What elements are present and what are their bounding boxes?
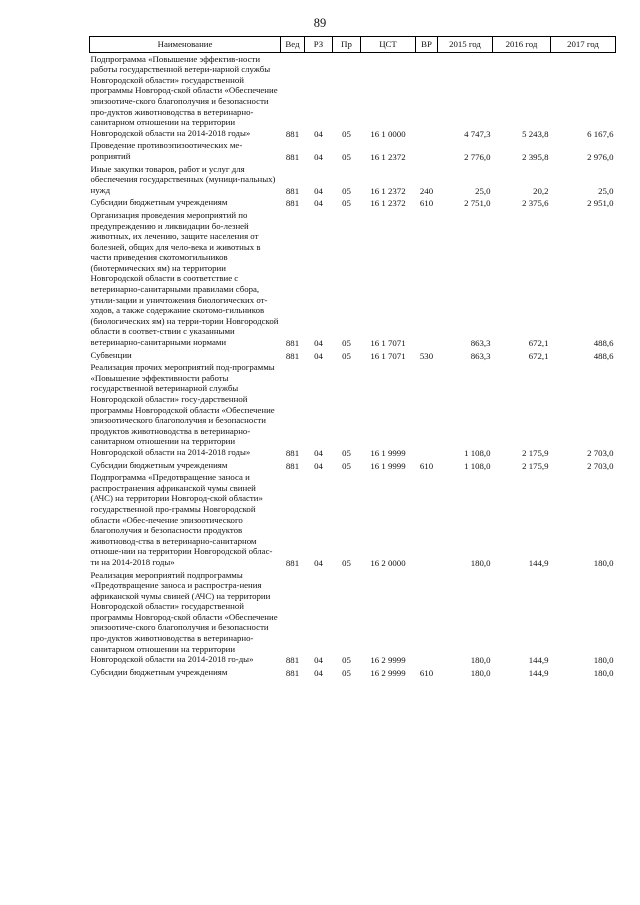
row-2017: 180,0: [593, 557, 614, 568]
row-2016: 2 375,6: [522, 198, 549, 209]
row-2017: 180,0: [593, 667, 614, 678]
row-name: Организация проведения мероприятий по предупреждению и ликвидации бо-лезней животных, их лечению, защите населения от болезней, общих для чело-века и животных в части приведения скотомогильников (биотермических ям) на территории Новгородской области в соответствие с ветеринарно-санитарными правилами сбора, утили-зации и уничтожения биологических от-ходов, а также содержание скотомо-гильников (биологических ям) на терри-тории Новгородской области в соответ-ствии с указанными ветеринарно-санитарными нормами: [90, 209, 279, 348]
row-2017: 2 703,0: [587, 447, 614, 458]
row-cst: 16 1 2372: [370, 185, 406, 196]
row-ved: 881: [285, 447, 300, 458]
row-ved: 881: [285, 151, 300, 162]
row-rz: 04: [314, 655, 323, 666]
row-pr: 05: [342, 460, 351, 471]
header-2016: 2016 год: [493, 37, 551, 53]
row-2016: 144,9: [528, 667, 549, 678]
row-2016: 2 395,8: [522, 151, 549, 162]
row-pr: 05: [342, 338, 351, 349]
row-2016: 144,9: [528, 655, 549, 666]
row-2017: 25,0: [598, 185, 614, 196]
row-2015: 180,0: [470, 667, 491, 678]
row-vr: 530: [419, 350, 434, 361]
row-cst: 16 1 2372: [370, 151, 406, 162]
row-2015: 2 751,0: [464, 198, 491, 209]
table-row: [90, 163, 616, 197]
table-row: [90, 209, 616, 349]
row-name: Подпрограмма «Повышение эффектив-ности работы государственной ветери-нарной службы Новгородской области» государственной программы Новгород-ской области «Обеспечение эпизоотиче-ского благополучия и безопасности про-дуктов животноводства в ветеринарно-санитарном отношении на территории Новгородской области на 2014-2018 годы»: [90, 53, 278, 138]
row-cst: 16 1 7071: [370, 338, 406, 349]
row-2016: 2 175,9: [522, 447, 549, 458]
table-row: [90, 471, 616, 568]
row-name: Проведение противоэпизоотических ме-роприятий: [90, 140, 243, 161]
row-name: Субсидии бюджетным учреждениям: [90, 666, 228, 677]
header-vr: ВР: [416, 37, 438, 53]
row-ved: 881: [285, 557, 300, 568]
row-rz: 04: [314, 198, 323, 209]
header-rz: РЗ: [305, 37, 333, 53]
row-name: Иные закупки товаров, работ и услуг для обеспечения государственных (муници-пальных) нужд: [90, 163, 276, 195]
table-row: [90, 52, 616, 139]
row-2015: 863,3: [470, 338, 491, 349]
row-rz: 04: [314, 128, 323, 139]
row-cst: 16 2 9999: [370, 667, 406, 678]
header-2015: 2015 год: [438, 37, 493, 53]
row-cst: 16 1 0000: [370, 128, 406, 139]
row-pr: 05: [342, 128, 351, 139]
row-pr: 05: [342, 557, 351, 568]
row-name: Субсидии бюджетным учреждениям: [90, 459, 228, 470]
table-row: [90, 569, 616, 666]
row-2017: 2 951,0: [587, 198, 614, 209]
row-rz: 04: [314, 338, 323, 349]
row-2015: 4 747,3: [464, 128, 491, 139]
row-cst: 16 1 2372: [370, 198, 406, 209]
header-row: [90, 37, 616, 53]
row-ved: 881: [285, 198, 300, 209]
row-ved: 881: [285, 460, 300, 471]
row-2016: 144,9: [528, 557, 549, 568]
row-name: Подпрограмма «Предотвращение заноса и распространения африканской чумы свиней (АЧС) на территории Новгород-ской области» государственной про-граммы Новгородской области «Обес-печение эпизоотического благополучия и безопасности продуктов животновод-ства в ветеринарно-санитарном отноше-нии на территории Новгородской облас-ти на 2014-2018 годы»: [90, 472, 273, 567]
row-cst: 16 1 7071: [370, 350, 406, 361]
row-ved: 881: [285, 185, 300, 196]
row-ved: 881: [285, 338, 300, 349]
header-pr: Пр: [333, 37, 361, 53]
header-ved: Вед: [281, 37, 305, 53]
row-vr: [416, 361, 438, 458]
row-pr: 05: [342, 185, 351, 196]
table-row: [90, 196, 616, 209]
row-ved: 881: [285, 667, 300, 678]
row-vr: [416, 209, 438, 349]
row-2017: 180,0: [593, 655, 614, 666]
row-rz: 04: [314, 151, 323, 162]
row-pr: 05: [342, 151, 351, 162]
row-pr: 05: [342, 655, 351, 666]
row-2015: 2 776,0: [464, 151, 491, 162]
table-row: [90, 459, 616, 472]
row-2015: 1 108,0: [464, 447, 491, 458]
budget-table: [89, 36, 616, 678]
row-rz: 04: [314, 460, 323, 471]
row-ved: 881: [285, 655, 300, 666]
row-cst: 16 1 9999: [370, 447, 406, 458]
row-pr: 05: [342, 667, 351, 678]
row-vr: 610: [419, 667, 434, 678]
row-vr: 610: [419, 198, 434, 209]
row-2015: 1 108,0: [464, 460, 491, 471]
row-ved: 881: [285, 350, 300, 361]
row-2016: 672,1: [528, 350, 549, 361]
row-cst: 16 1 9999: [370, 460, 406, 471]
row-name: Субсидии бюджетным учреждениям: [90, 197, 228, 208]
row-vr: [416, 569, 438, 666]
row-rz: 04: [314, 667, 323, 678]
row-pr: 05: [342, 198, 351, 209]
row-2017: 2 703,0: [587, 460, 614, 471]
table-row: [90, 361, 616, 458]
row-name: Субвенции: [90, 349, 132, 360]
header-name: Наименование: [90, 37, 281, 53]
row-vr: 610: [419, 460, 434, 471]
row-2015: 25,0: [475, 185, 491, 196]
row-2017: 2 976,0: [587, 151, 614, 162]
row-rz: 04: [314, 185, 323, 196]
row-2016: 5 243,8: [522, 128, 549, 139]
row-rz: 04: [314, 447, 323, 458]
row-vr: [416, 52, 438, 139]
row-ved: 881: [285, 128, 300, 139]
row-2016: 672,1: [528, 338, 549, 349]
header-cst: ЦСТ: [361, 37, 416, 53]
row-vr: [416, 471, 438, 568]
row-vr: 240: [419, 185, 434, 196]
row-cst: 16 2 9999: [370, 655, 406, 666]
row-rz: 04: [314, 557, 323, 568]
table-row: [90, 139, 616, 162]
row-vr: [416, 139, 438, 162]
table-row: [90, 349, 616, 362]
header-2017: 2017 год: [551, 37, 616, 53]
row-pr: 05: [342, 447, 351, 458]
row-2017: 488,6: [593, 338, 614, 349]
row-name: Реализация мероприятий подпрограммы «Предотвращение заноса и распростра-нения африканской чумы свиней (АЧС) на территории Новгородской области» государственной программы Новгород-ской области «Обеспечение эпизоотиче-ского благополучия и безопасности про-дуктов животноводства в ветеринарно-санитарном отношении на территории Новгородской области на 2014-2018 го-ды»: [90, 569, 278, 665]
table-row: [90, 666, 616, 679]
row-2017: 6 167,6: [587, 128, 614, 139]
row-pr: 05: [342, 350, 351, 361]
row-rz: 04: [314, 350, 323, 361]
row-name: Реализация прочих мероприятий под-программы «Повышение эффективности работы государственной ветеринарной службы Новгородской области» госу-дарственной программы Новгородской области «Обеспечение эпизоотического благополучия и безопасности продуктов животноводства в ветеринарно-санитарном отношении на территории Новгородской области на 2014-2018 годы»: [90, 362, 275, 457]
row-2016: 20,2: [533, 185, 549, 196]
row-cst: 16 2 0000: [370, 557, 406, 568]
row-2016: 2 175,9: [522, 460, 549, 471]
row-2015: 863,3: [470, 350, 491, 361]
row-2015: 180,0: [470, 557, 491, 568]
row-2017: 488,6: [593, 350, 614, 361]
page-number: 89: [313, 16, 327, 30]
row-2015: 180,0: [470, 655, 491, 666]
